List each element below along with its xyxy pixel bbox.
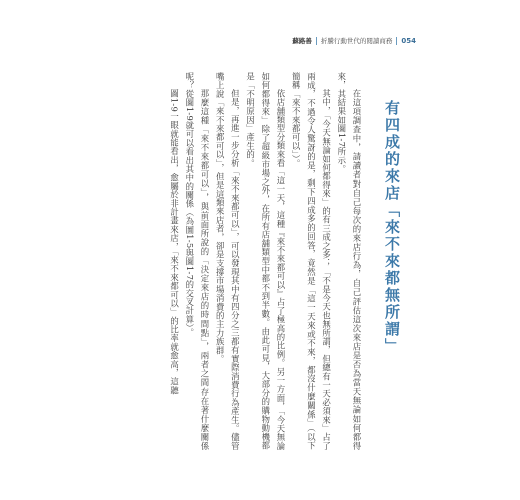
paragraph-6: 圖1-9一眼就能看出，愈屬於非計畫來店，「來不來都可以」的比率就愈高，這聽 <box>169 88 180 395</box>
paragraph-1: 在這項調查中，請讀者對自己每次的來店行為，自己評估這次來店是否為當天無論如何都得來，其結果如圖1-7所示。 <box>336 72 362 450</box>
paragraph-5: 那麼這種「來不來都可以」，與前面所說的「決定來店的時間點」，兩者之間存在著什麼關係呢？從圖1-9就可以看出其中的關係（為圖1-5與圖1-7的交叉計算）。 <box>184 72 210 450</box>
paragraph-4: 但是，再進一步分析「來不來都可以」，可以發現其中有四分之三都有實際消費行為產生。儘管嘴上說「來不來都可以」，但是這類來店者，卻是支撐市場消費的主力族群。 <box>215 72 241 450</box>
header-separator <box>316 37 317 45</box>
header-book-title: 折騰行動世代的閱讀商務 <box>320 37 393 45</box>
section-title: 有四成的來店「來不來都無所謂」 <box>383 100 401 355</box>
header-author: 蘇路善 <box>292 37 312 45</box>
paragraph-2: 其中，「今天無論如何都得來」的有三成之多；「不是今天也無所謂，但總有一天必須來」占了兩成，不過令人驚訝的是，剩下四成多的回答，竟然是「這一天來或不來，都沒什麼關係」（以下簡稱「來不來都可以」）。 <box>291 72 332 450</box>
running-header <box>292 36 416 45</box>
page-number: 054 <box>401 36 416 45</box>
header-separator <box>396 37 397 45</box>
body-text <box>166 72 364 450</box>
paragraph-3: 依店舖類型分類來看「這一天，這種『來不來都可以』占了極高的比例。另一方面，「今天無論如何都得來」除了超級市場之外，在所有店舖類型中都不到半數。由此可見，大部分的購物動機都是「不明原因」產生的。 <box>245 72 286 450</box>
